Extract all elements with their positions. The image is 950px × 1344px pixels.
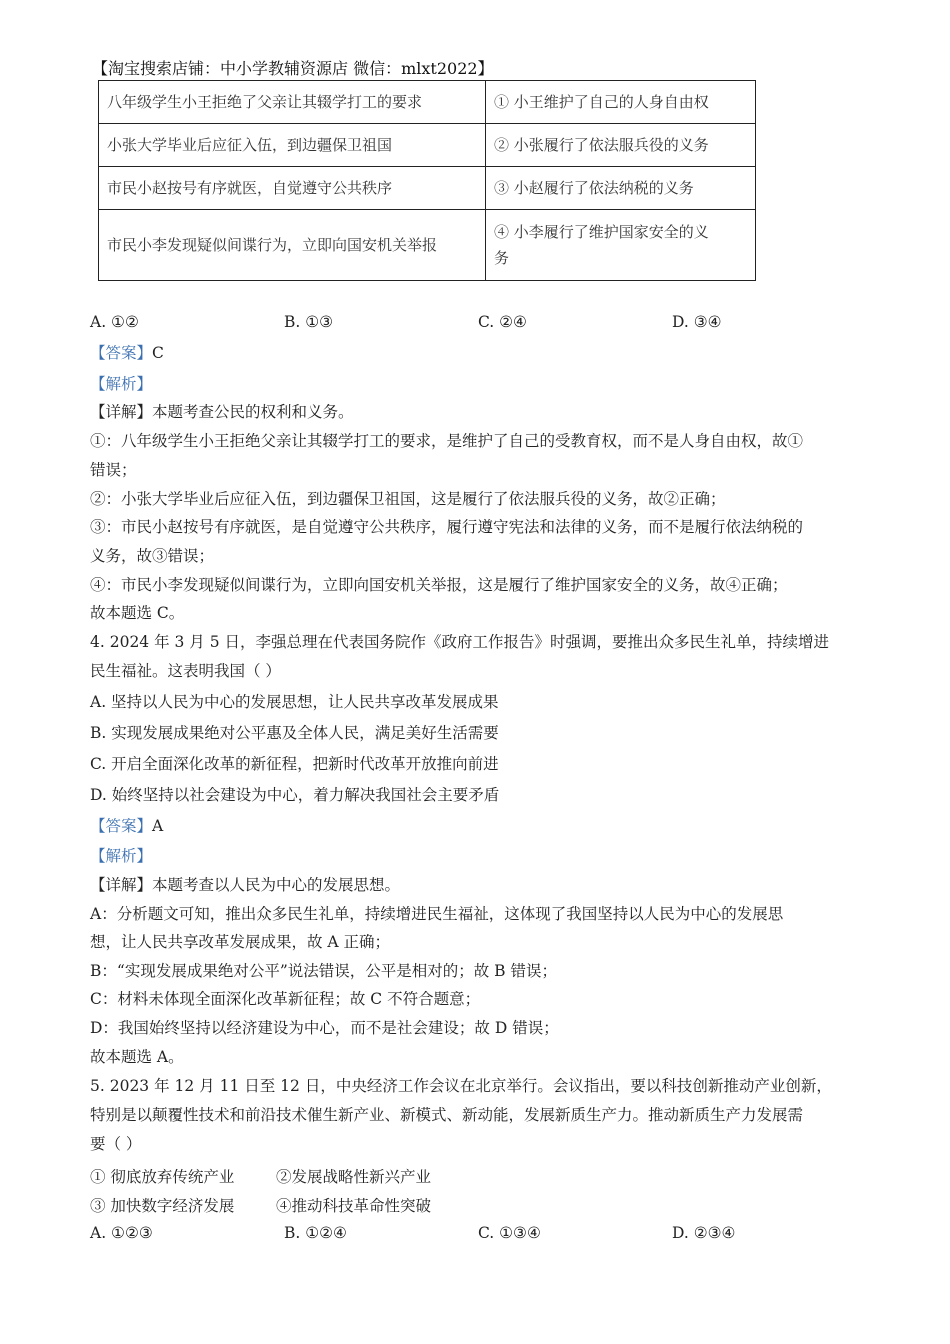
explanation-line: 错误； (90, 461, 137, 479)
option-d: D. ③④ (672, 313, 722, 331)
question-stem: 要（ ） (90, 1135, 142, 1153)
option-a: A. ①②③ (90, 1224, 153, 1242)
table-row (99, 124, 756, 167)
analysis-tag: 【解析】 (90, 847, 153, 865)
explanation-line: ①：八年级学生小王拒绝父亲让其辍学打工的要求，是维护了自己的受教育权，而不是人身自由权，故① (90, 432, 804, 450)
statement-item: ① 彻底放弃传统产业 (90, 1168, 235, 1186)
table-cell (486, 210, 756, 281)
explanation-line: 想，让人民共享改革发展成果，故 A 正确； (90, 933, 391, 951)
matching-table (98, 80, 756, 281)
answer-line (90, 343, 164, 363)
table-cell: ③ 小赵履行了依法纳税的义务 (486, 167, 756, 210)
explanation-line: 义务，故③错误； (90, 547, 215, 565)
option-a: A. 坚持以人民为中心的发展思想，让人民共享改革发展成果 (90, 693, 499, 711)
explanation-line: B：“实现发展成果绝对公平”说法错误，公平是相对的；故 B 错误； (90, 962, 557, 980)
option-d: D. ②③④ (672, 1224, 736, 1242)
question-stem: 4. 2024 年 3 月 5 日，李强总理在代表国务院作《政府工作报告》时强调，要推出众多民生礼单，持续增进 (90, 633, 830, 651)
option-b: B. ①②④ (284, 1224, 347, 1242)
explanation-line: A：分析题文可知，推出众多民生礼单，持续增进民生福祉，这体现了我国坚持以人民为中心的发展思 (90, 905, 784, 923)
explanation-line: D：我国始终坚持以经济建设为中心，而不是社会建设；故 D 错误； (90, 1019, 559, 1037)
analysis-tag: 【解析】 (90, 375, 153, 393)
explanation-line: 【详解】本题考查以人民为中心的发展思想。 (90, 876, 401, 894)
table-row (99, 167, 756, 210)
explanation-line: 【详解】本题考查公民的权利和义务。 (90, 403, 354, 421)
cell-line: ④ 小李履行了维护国家安全的义 (494, 223, 709, 241)
explanation-line: ③：市民小赵按号有序就医，是自觉遵守公共秩序，履行遵守宪法和法律的义务，而不是履行依法纳税的 (90, 518, 804, 536)
question-stem: 特别是以颠覆性技术和前沿技术催生新产业、新模式、新动能，发展新质生产力。推动新质生产力发展需 (90, 1106, 804, 1124)
explanation-line: 故本题选 C。 (90, 604, 185, 622)
statement-item: ④推动科技革命性突破 (276, 1197, 432, 1215)
shop-header: 【淘宝搜索店铺：中小学教辅资源店 微信：mlxt2022】 (92, 59, 494, 78)
explanation-line: 故本题选 A。 (90, 1048, 184, 1066)
option-a: A. ①② (90, 313, 139, 331)
answer-tag: 【答案】 (90, 817, 153, 835)
explanation-line: C：材料未体现全面深化改革新征程；故 C 不符合题意； (90, 990, 481, 1008)
table-cell: 小张大学毕业后应征入伍，到边疆保卫祖国 (99, 124, 486, 167)
question-stem: 民生福祉。这表明我国（ ） (90, 662, 281, 680)
statement-item: ③ 加快数字经济发展 (90, 1197, 235, 1215)
option-c: C. ①③④ (478, 1224, 541, 1242)
option-b: B. ①③ (284, 313, 334, 331)
question-stem: 5. 2023 年 12 月 11 日至 12 日，中央经济工作会议在北京举行。会议指出，要以科技创新推动产业创新， (90, 1077, 832, 1095)
table-cell: 市民小赵按号有序就医，自觉遵守公共秩序 (99, 167, 486, 210)
table-cell: ② 小张履行了依法服兵役的义务 (486, 124, 756, 167)
table-cell: ① 小王维护了自己的人身自由权 (486, 81, 756, 124)
table-cell: 八年级学生小王拒绝了父亲让其辍学打工的要求 (99, 81, 486, 124)
option-b: B. 实现发展成果绝对公平惠及全体人民，满足美好生活需要 (90, 724, 499, 742)
explanation-line: ④：市民小李发现疑似间谍行为，立即向国安机关举报，这是履行了维护国家安全的义务，故④正确； (90, 576, 788, 594)
option-d: D. 始终坚持以社会建设为中心，着力解决我国社会主要矛盾 (90, 786, 500, 804)
answer-value: C (152, 344, 164, 362)
table-row (99, 81, 756, 124)
cell-line: 务 (494, 249, 510, 267)
explanation-line: ②：小张大学毕业后应征入伍，到边疆保卫祖国，这是履行了依法服兵役的义务，故②正确； (90, 490, 726, 508)
answer-line (90, 816, 163, 836)
option-c: C. ②④ (478, 313, 527, 331)
answer-value: A (152, 817, 164, 835)
table-cell: 市民小李发现疑似间谍行为，立即向国安机关举报 (99, 210, 486, 281)
answer-tag: 【答案】 (90, 344, 153, 362)
option-c: C. 开启全面深化改革的新征程，把新时代改革开放推向前进 (90, 755, 499, 773)
statement-item: ②发展战略性新兴产业 (276, 1168, 432, 1186)
table-row (99, 210, 756, 281)
